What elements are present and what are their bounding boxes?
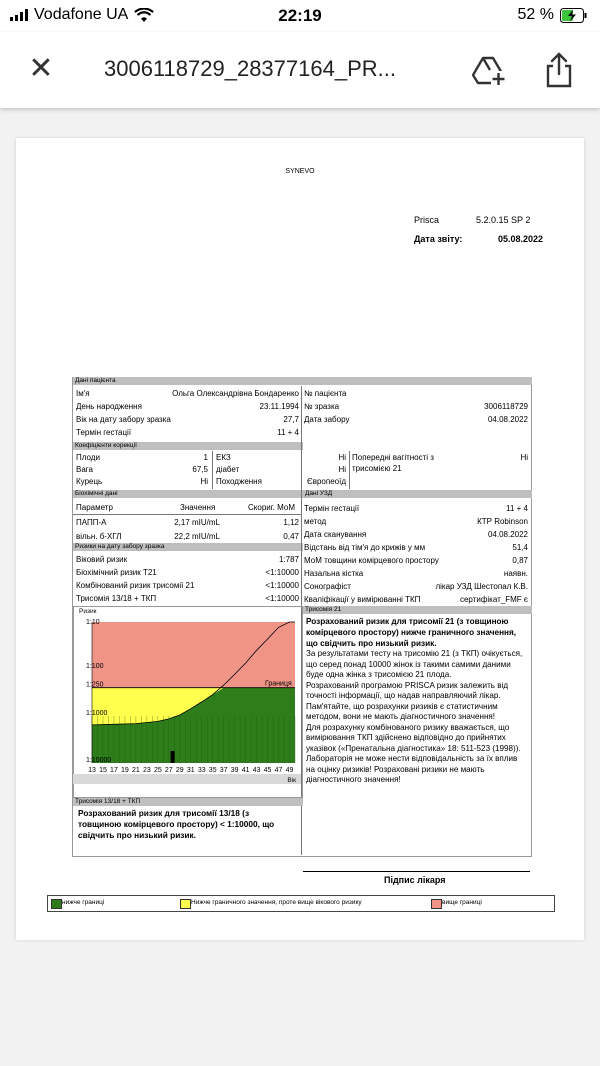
battery-group — [518, 6, 588, 24]
add-to-drive-icon[interactable] — [472, 54, 506, 88]
biochem-header-line — [73, 514, 301, 515]
uzd-row-name: МоМ товщини комірцевого простору — [304, 556, 439, 565]
cutoff-label: Границя — [265, 680, 292, 688]
file-title: 3006118729_28377164_PR... — [104, 56, 396, 81]
carrier-name: Vodafone UA — [34, 6, 129, 23]
t21-conclusion: Розрахований ризик для трисомії 21 (з товщиною комірцевого простору) нижче граничного значення, що свідчить про низький ризик. — [306, 617, 517, 648]
risk-row-name: Трисомія 13/18 + ТКП — [76, 594, 157, 603]
collection-date: 04.08.2022 — [487, 415, 528, 424]
x-tick-label: 35 — [208, 767, 217, 774]
x-tick-label: 25 — [153, 767, 162, 774]
diabetes: Ні — [338, 465, 346, 474]
report-date: 05.08.2022 — [498, 234, 544, 244]
x-tick-label: 37 — [219, 767, 228, 774]
patient-marker — [171, 751, 175, 763]
section-coefficients: Коефіцієнти корекції — [73, 442, 303, 450]
legend-low: нижче границі — [62, 899, 105, 906]
risk-row-name: Комбінований ризик трисомії 21 — [76, 581, 195, 590]
diabetes-label: діабет — [216, 465, 240, 474]
legend-high: вище границі — [442, 899, 482, 906]
risk-row-value: <1:10000 — [265, 581, 299, 590]
t1318-conclusion: Розрахований ризик для трисомії 13/18 (з товщиною комірцевого простору) < 1:10000, що свідчить про низький ризик. — [78, 808, 275, 840]
collection-date-label: Дата забору — [304, 415, 350, 424]
ga: 11 + 4 — [277, 428, 299, 437]
biochem-row-mom: 0,47 — [283, 532, 299, 541]
smoker-label: Курець — [76, 477, 103, 486]
uzd-row-value: наявн. — [503, 569, 528, 578]
biochem-row-value: 22,2 mIU/mL — [174, 532, 220, 541]
x-tick-label: 21 — [131, 767, 140, 774]
ivf-label: ЕКЗ — [216, 453, 231, 462]
x-tick-label: 17 — [110, 767, 118, 774]
x-tick-label: 19 — [121, 767, 129, 774]
uzd-row-value: 51,4 — [512, 543, 528, 552]
clock: 22:19 — [278, 6, 322, 25]
x-tick-label: 31 — [186, 767, 195, 774]
dob-label: День народження — [76, 402, 142, 411]
status-bar — [0, 0, 600, 32]
sample-no: 3006118729 — [484, 402, 528, 411]
share-icon[interactable] — [544, 52, 574, 88]
dob: 23.11.1994 — [259, 402, 299, 411]
sample-no-label: № зразка — [304, 402, 340, 411]
origin-label: Походження — [216, 477, 262, 486]
pdf-page — [16, 138, 584, 940]
risk-row-name: Біохімічний ризик Т21 — [76, 568, 157, 577]
legend-swatch-high — [431, 899, 442, 909]
coef-divider-1 — [212, 451, 213, 489]
uzd-row-value: 11 + 4 — [506, 504, 528, 513]
x-axis-label: Вік — [287, 777, 296, 784]
uzd-row-name: метод — [304, 517, 327, 526]
y-tick-label: 1:100 — [86, 663, 104, 670]
close-icon[interactable]: ✕ — [28, 52, 54, 85]
signature-line — [303, 871, 530, 872]
x-tick-label: 43 — [252, 767, 261, 774]
x-tick-label: 49 — [285, 767, 294, 774]
uzd-row-name: Відстань від тім'я до крижів у мм — [304, 543, 426, 552]
patient-name: Ольга Олександрівна Бондаренко — [172, 389, 299, 398]
uzd-row-name: Кваліфікації у вимірюванні ТКП — [304, 595, 421, 604]
x-tick-label: 23 — [142, 767, 151, 774]
biochem-col-param: Параметр — [76, 503, 113, 512]
battery-percent: 52 % — [517, 6, 554, 23]
lab-name: SYNEVO — [285, 168, 315, 175]
x-tick-label: 45 — [263, 767, 272, 774]
risk-row-value: <1:10000 — [265, 568, 299, 577]
x-tick-label: 15 — [99, 767, 107, 774]
x-tick-label: 13 — [88, 767, 96, 774]
x-tick-label: 39 — [230, 767, 239, 774]
name-label: Ім'я — [76, 389, 90, 398]
report-date-label: Дата звіту: — [414, 234, 463, 244]
y-tick-label: 1:250 — [86, 681, 104, 689]
weight: 67,5 — [192, 465, 208, 474]
x-tick-label: 41 — [241, 767, 250, 774]
chart-title: Ризик — [79, 608, 97, 615]
x-axis-bar — [73, 774, 301, 784]
patient-no-label: № пацієнта — [304, 389, 347, 398]
risk-row-name: Віковий ризик — [76, 555, 128, 564]
y-tick-label: 1:10000 — [86, 757, 112, 764]
y-tick-label: 1:1000 — [86, 710, 108, 717]
uzd-row-name: Термін гестації — [304, 504, 360, 513]
fetuses-label: Плоди — [76, 453, 100, 462]
biochem-row-name: ПАПП-А — [76, 518, 107, 527]
section-biochem: Біохімічні дані — [73, 490, 303, 498]
high-risk-area — [92, 622, 295, 688]
legend — [47, 895, 555, 912]
x-tick-label: 29 — [175, 767, 184, 774]
x-tick-label: 33 — [197, 767, 206, 774]
software-version: 5.2.0.15 SP 2 — [476, 215, 531, 225]
software-name: Prisca — [414, 215, 440, 225]
biochem-row-mom: 1,12 — [283, 518, 299, 527]
smoker: Ні — [200, 477, 208, 486]
ivf: Ні — [338, 453, 346, 462]
biochem-row-name: вільн. б-ХГЛ — [76, 532, 122, 541]
section-t1318: Трисомія 13/18 + ТКП — [73, 798, 303, 806]
uzd-row-name: Назальна кістка — [304, 569, 364, 578]
biochem-col-mom: Скориг. МоМ — [248, 503, 295, 512]
biochem-row-value: 2,17 mIU/mL — [174, 518, 220, 527]
uzd-row-value: КТР Robinson — [477, 517, 528, 526]
uzd-row-value: 0,87 — [512, 556, 528, 565]
section-risks: Ризики на дату забору зразка — [73, 543, 303, 551]
section-patient: Дані пацієнта — [73, 377, 532, 385]
risk-chart — [73, 606, 301, 798]
uzd-row-value: лікар УЗД Шестопал К.В. — [435, 582, 528, 591]
y-tick-label: 1:10 — [86, 619, 100, 626]
uzd-row-name: Сонографіст — [304, 582, 351, 591]
ga-label: Термін гестації — [76, 428, 132, 437]
signature-label: Підпис лікаря — [384, 875, 446, 885]
uzd-row-value: 04.08.2022 — [487, 530, 528, 539]
x-tick-label: 47 — [274, 767, 283, 774]
risk-row-value: <1:10000 — [265, 594, 299, 603]
weight-label: Вага — [76, 465, 93, 474]
biochem-col-value: Значення — [180, 503, 216, 512]
coef-divider-2 — [349, 451, 350, 489]
origin: Європеоїд — [306, 477, 346, 486]
legend-swatch-low — [51, 899, 62, 909]
uzd-row-name: Дата сканування — [304, 530, 367, 539]
section-t21: Трисомія 21 — [303, 606, 532, 614]
x-tick-label: 27 — [164, 767, 173, 774]
age-label: Вік на дату забору зразка — [76, 415, 171, 424]
prev-pregnancy-label: Попередні вагітності з трисомією 21 — [352, 453, 434, 473]
uzd-row-value: сертифікат_FMF є — [459, 595, 528, 604]
fetuses: 1 — [203, 453, 208, 462]
viewer-toolbar — [0, 32, 600, 108]
legend-mid: Нижче граничного значення, проте вище вікового ризику — [191, 899, 362, 906]
legend-swatch-mid — [180, 899, 191, 909]
section-ultrasound: Дані УЗД — [303, 490, 532, 498]
prev-pregnancy: Ні — [520, 453, 528, 462]
risk-row-value: 1:787 — [278, 555, 299, 564]
age: 27,7 — [283, 415, 299, 424]
battery-charging-icon — [560, 8, 588, 23]
t21-explanation: За результатами тесту на трисомію 21 (з ТКП) очікується, що серед понад 10000 жінок із такими самими даними буде одна жінка з трисомією 21 плода. Розрахований програмою PRISCA ризик залежить від точності інформації, що надав направляючий лікар. Пам'ятайте, що розрахунки ризиків є статистичним методом, вони не мають діагностичного значення! Для розрахунку комбінованого ризику вважається, що вимірювання ТКП здійснено відповідно до прийнятих указівок («Пренатальна діагностика» 18: 511-523 (1998)). Лабораторія не може нести відповідальність за їх вплив на оцінку ризиків! Розраховані ризики не мають діагностичного значення! — [306, 649, 523, 784]
